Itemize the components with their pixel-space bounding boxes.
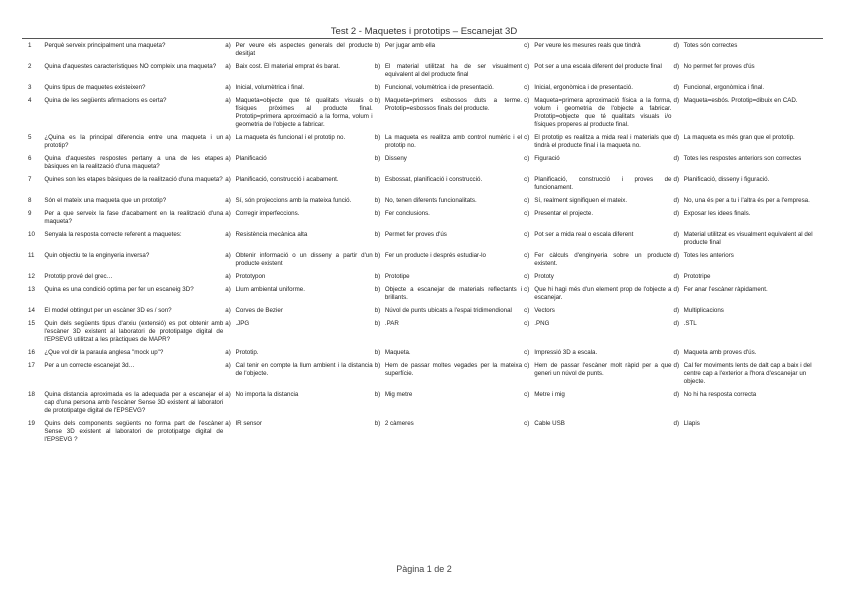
option-letter: a) — [225, 155, 231, 162]
question-text: ¿Que vol dir la paraula anglesa "mock up"? — [44, 349, 164, 356]
option-letter: a) — [225, 42, 231, 49]
option-text: Multiplicacions — [683, 307, 724, 314]
option-text: Planificació, construcció i proves de funcionament. — [534, 176, 672, 191]
question-number: 7 — [28, 176, 32, 183]
option-text: Presentar el projecte. — [534, 210, 594, 217]
option-text: Maqueta amb proves d'ús. — [683, 349, 757, 356]
page-title: Test 2 - Maquetes i prototips – Escanejat 3D — [330, 26, 518, 37]
option-letter: c) — [524, 420, 530, 427]
option-letter: c) — [524, 210, 530, 217]
option-text: Pot ser a una escala diferent del producte final — [534, 63, 662, 70]
option-text: Inicial, volumètrica i final. — [235, 84, 305, 91]
option-letter: c) — [524, 176, 530, 183]
option-letter: b) — [374, 349, 381, 356]
option-letter: d) — [673, 420, 680, 427]
option-text: Maqueta. — [384, 349, 411, 356]
option-text: Fer anar l'escàner ràpidament. — [683, 286, 768, 293]
question-row — [22, 95, 823, 132]
question-row — [22, 318, 823, 347]
option-text: Inicial, ergonòmica i de presentació. — [534, 84, 633, 91]
option-letter: b) — [374, 273, 381, 280]
question-text: Quina es una condició optima per fer un escaneig 3D? — [44, 286, 194, 293]
option-letter: b) — [374, 320, 381, 327]
option-letter: b) — [374, 97, 381, 104]
option-letter: c) — [524, 391, 530, 398]
question-text: Quins tipus de maquetes existeixen? — [44, 84, 146, 91]
option-letter: b) — [374, 420, 381, 427]
question-text: Quina de les següents afirmacions es certa? — [44, 97, 167, 104]
option-text: Pot ser a mida real o escala diferent — [534, 231, 634, 238]
option-text: Impressió 3D a escala. — [534, 349, 598, 356]
option-text: Disseny — [384, 155, 407, 162]
option-letter: a) — [225, 286, 231, 293]
question-text: Quin objectiu te la enginyeria inversa? — [44, 252, 150, 259]
option-letter: d) — [673, 362, 680, 369]
option-letter: c) — [524, 84, 530, 91]
option-text: Corregir imperfeccions. — [235, 210, 300, 217]
option-text: Hem de passar l'escàner molt ràpid per a que generi un núvol de punts. — [534, 362, 672, 377]
question-text: El model obtingut per un escàner 3D es / son? — [44, 307, 172, 314]
option-letter: d) — [673, 286, 680, 293]
option-text: Llum ambiental uniforme. — [235, 286, 305, 293]
option-letter: b) — [374, 286, 381, 293]
question-text: Quines son les etapes bàsiques de la realització d'una maqueta? — [44, 176, 223, 183]
option-letter: a) — [225, 391, 231, 398]
question-text: Quina d'aquestes respostes pertany a una de les etapes bàsiques en la realització d'una maqueta? — [44, 155, 224, 170]
question-row — [22, 418, 823, 447]
option-letter: b) — [374, 307, 381, 314]
option-text: Funcional, ergonòmica i final. — [683, 84, 765, 91]
option-letter: c) — [524, 231, 530, 238]
option-text: Per veure els aspectes generals del producte desitjat — [235, 42, 373, 57]
question-row — [22, 389, 823, 418]
option-letter: b) — [374, 176, 381, 183]
option-letter: a) — [225, 362, 231, 369]
option-letter: a) — [225, 63, 231, 70]
question-number: 8 — [28, 197, 32, 204]
question-row — [22, 195, 823, 208]
option-text: Maqueta=esbós. Prototip=dibuix en CAD. — [683, 97, 798, 104]
option-letter: d) — [673, 63, 680, 70]
option-letter: c) — [524, 320, 530, 327]
question-text: Quina distancia aproximada es la adequada per a escanejar el cap d'una persona amb l'escàner Sense 3D existent al laboratori de prototipatge digital de l'EPSEVG? — [44, 391, 224, 414]
question-number: 5 — [28, 134, 32, 141]
option-letter: b) — [374, 155, 381, 162]
question-row — [22, 153, 823, 174]
option-letter: a) — [225, 273, 231, 280]
option-letter: d) — [673, 134, 680, 141]
question-row — [22, 132, 823, 153]
option-text: Planificació, disseny i figuració. — [683, 176, 770, 183]
option-letter: b) — [374, 84, 381, 91]
question-list — [22, 40, 823, 447]
question-row — [22, 208, 823, 229]
option-text: Cable USB — [534, 420, 565, 427]
option-text: El material utilitzat ha de ser visualment equivalent al del producte final — [384, 63, 523, 78]
question-row — [22, 347, 823, 360]
option-letter: a) — [225, 97, 231, 104]
option-letter: c) — [524, 349, 530, 356]
option-text: Figuració — [534, 155, 560, 162]
option-letter: c) — [524, 362, 530, 369]
question-number: 16 — [28, 349, 35, 356]
option-letter: b) — [374, 134, 381, 141]
option-text: Cal fer moviments lents de dalt cap a baix i del centre cap a l'exterior a l'hora d'escanejar un objecte. — [683, 362, 812, 385]
question-number: 17 — [28, 362, 35, 369]
question-number: 10 — [28, 231, 35, 238]
option-text: Maqueta=primera aproximació física a la forma, volum i geometria de l'objecte a fabricar. Prototip=objecte que té qualitats visuals i/o físiques properes al producte final. — [534, 97, 672, 128]
option-letter: d) — [673, 155, 680, 162]
option-text: Llapis — [683, 420, 700, 427]
question-text: ¿Quina es la principal diferencia entre una maqueta i un prototip? — [44, 134, 224, 149]
option-text: Corves de Bezier — [235, 307, 283, 314]
option-letter: c) — [524, 197, 530, 204]
option-text: Exposar les idees finals. — [683, 210, 751, 217]
question-number: 4 — [28, 97, 32, 104]
question-number: 19 — [28, 420, 35, 427]
question-table — [22, 40, 823, 447]
option-letter: d) — [673, 231, 680, 238]
option-letter: a) — [225, 84, 231, 91]
question-text: Per a que serveix la fase d'acabament en la realització d'una maqueta? — [44, 210, 224, 225]
question-text: Són el mateix una maqueta que un prototip? — [44, 197, 167, 204]
option-text: No permet fer proves d'ús — [683, 63, 755, 70]
page-number: Pàgina 1 de 2 — [396, 564, 452, 574]
option-text: Planificació — [235, 155, 267, 162]
option-letter: a) — [225, 349, 231, 356]
option-letter: b) — [374, 42, 381, 49]
option-text: La maqueta es més gran que el prototip. — [683, 134, 795, 141]
question-row — [22, 174, 823, 195]
option-text: .STL — [683, 320, 697, 327]
option-text: .JPG — [235, 320, 250, 327]
option-text: Per jugar amb ella — [384, 42, 436, 49]
option-letter: b) — [374, 362, 381, 369]
question-row — [22, 250, 823, 271]
question-number: 14 — [28, 307, 35, 314]
option-letter: d) — [673, 307, 680, 314]
option-letter: d) — [673, 84, 680, 91]
question-row — [22, 40, 823, 61]
question-row — [22, 229, 823, 250]
option-letter: c) — [524, 134, 530, 141]
option-letter: d) — [673, 210, 680, 217]
option-letter: a) — [225, 252, 231, 259]
option-text: Totes són correctes — [683, 42, 738, 49]
question-text: Senyala la resposta correcte referent a maquetes: — [44, 231, 182, 238]
option-letter: a) — [225, 231, 231, 238]
option-text: Metre i mig — [534, 391, 565, 398]
option-letter: c) — [524, 307, 530, 314]
option-text: Cal tenir en compte la llum ambient i la distancia de l'objecte. — [235, 362, 373, 377]
option-letter: d) — [673, 197, 680, 204]
option-letter: c) — [524, 63, 530, 70]
question-number: 18 — [28, 391, 35, 398]
question-row — [22, 305, 823, 318]
question-number: 9 — [28, 210, 32, 217]
question-number: 6 — [28, 155, 32, 162]
option-letter: b) — [374, 63, 381, 70]
option-letter: a) — [225, 134, 231, 141]
option-text: Núvol de punts ubicats a l'espai tridimendional — [384, 307, 512, 314]
question-number: 11 — [28, 252, 35, 259]
option-letter: c) — [524, 42, 530, 49]
title-divider — [22, 38, 823, 39]
option-text: No hi ha resposta correcta — [683, 391, 757, 398]
question-row — [22, 61, 823, 82]
option-text: Que hi hagi més d'un element prop de l'objecte a escanejar. — [534, 286, 672, 301]
option-text: Totes les respostes anteriors son correctes — [683, 155, 802, 162]
option-text: Maqueta=primers esbossos duts a terme. Prototip=esbossos finals del producte. — [384, 97, 523, 112]
question-row — [22, 271, 823, 284]
option-text: Planificació, construcció i acabament. — [235, 176, 339, 183]
option-letter: d) — [673, 252, 680, 259]
option-letter: d) — [673, 273, 680, 280]
question-text: Quina d'aquestes característiques NO compleix una maqueta? — [44, 63, 217, 70]
option-letter: b) — [374, 210, 381, 217]
option-text: Mig metre — [384, 391, 413, 398]
question-number: 3 — [28, 84, 32, 91]
option-letter: d) — [673, 176, 680, 183]
option-text: .PNG — [534, 320, 550, 327]
option-letter: a) — [225, 320, 231, 327]
option-letter: b) — [374, 231, 381, 238]
option-text: Maqueta=objecte que té qualitats visuals o físiques pròximes al producte final. Prototip=primera aproximació a la forma, volum i geometria de l'objecte a fabricar. — [235, 97, 373, 128]
question-number: 15 — [28, 320, 35, 327]
question-text: Quin dels següents tipus d'arxiu (extensió) es pot obtenir amb l'escàner 3D existent al laboratori de prototipatge digital de l'EPSEVG utilitzat a les pràctiques de MAPR? — [44, 320, 224, 343]
option-letter: d) — [673, 320, 680, 327]
question-number: 12 — [28, 273, 35, 280]
option-letter: a) — [225, 176, 231, 183]
option-text: Fer un producte i després estudiar-lo — [384, 252, 486, 259]
option-text: Totes les anteriors — [683, 252, 734, 259]
option-text: Resistència mecànica alta — [235, 231, 308, 238]
option-text: Material utilitzat es visualment equivalent al del producte final — [683, 231, 813, 246]
option-text: El prototip es realitza a mida real i materials que tindrà el producte final i la maqueta no. — [534, 134, 672, 149]
option-text: 2 càmeres — [384, 420, 414, 427]
option-text: La maqueta és funcional i el prototip no. — [235, 134, 346, 141]
option-text: Funcional, volumètrica i de presentació. — [384, 84, 494, 91]
question-row — [22, 360, 823, 389]
option-text: Obtenir informació o un disseny a partir d'un producte existent — [235, 252, 373, 267]
question-text: Per a un correcte escanejat 3d… — [44, 362, 135, 369]
option-text: Prototripe — [683, 273, 711, 280]
option-text: Prototypon — [235, 273, 266, 280]
option-text: Objecte a escanejar de materials reflectants i brillants. — [384, 286, 523, 301]
question-text: Perquè serveix principalment una maqueta? — [44, 42, 166, 49]
option-letter: d) — [673, 97, 680, 104]
question-number: 1 — [28, 42, 32, 49]
question-row — [22, 284, 823, 305]
option-letter: c) — [524, 273, 530, 280]
option-letter: d) — [673, 349, 680, 356]
option-text: Esbossat, planificació i construcció. — [384, 176, 483, 183]
option-letter: b) — [374, 391, 381, 398]
option-letter: c) — [524, 97, 530, 104]
question-text: Quins dels components següents no forma part de l'escàner Sense 3D existent al laboratori de prototipatge digital de l'EPSEVG ? — [44, 420, 224, 443]
option-text: Sí, realment signifiquen el mateix. — [534, 197, 628, 204]
option-text: Prototipe — [384, 273, 410, 280]
option-text: Fer càlculs d'enginyeria sobre un producte existent. — [534, 252, 672, 267]
option-letter: b) — [374, 252, 381, 259]
option-text: .PAR — [384, 320, 399, 327]
option-letter: c) — [524, 252, 530, 259]
option-letter: c) — [524, 286, 530, 293]
option-text: Prototy — [534, 273, 554, 280]
option-text: Prototip. — [235, 349, 259, 356]
option-text: No importa la distancia — [235, 391, 299, 398]
option-text: Permet fer proves d'ús — [384, 231, 447, 238]
option-letter: a) — [225, 307, 231, 314]
option-letter: a) — [225, 197, 231, 204]
question-number: 2 — [28, 63, 32, 70]
option-text: Hem de passar moltes vegades per la mateixa superfície. — [384, 362, 523, 377]
option-text: Sí, són projeccions amb la mateixa funció. — [235, 197, 352, 204]
option-text: Per veure les mesures reals que tindrà — [534, 42, 641, 49]
option-letter: d) — [673, 42, 680, 49]
option-letter: d) — [673, 391, 680, 398]
option-text: Vectors — [534, 307, 555, 314]
option-text: La maqueta es realitza amb control numèric i el prototip no. — [384, 134, 523, 149]
question-text: Prototip prové del grec… — [44, 273, 113, 280]
option-letter: a) — [225, 210, 231, 217]
option-letter: b) — [374, 197, 381, 204]
option-text: Fer conclusions. — [384, 210, 430, 217]
question-row — [22, 82, 823, 95]
option-text: No, tenen diferents funcionalitats. — [384, 197, 477, 204]
option-letter: a) — [225, 420, 231, 427]
option-text: IR sensor — [235, 420, 262, 427]
option-text: No, una és per a tu i l'altra és per a l'empresa. — [683, 197, 810, 204]
question-number: 13 — [28, 286, 35, 293]
option-letter: c) — [524, 155, 530, 162]
option-text: Baix cost. El material emprat és barat. — [235, 63, 340, 70]
